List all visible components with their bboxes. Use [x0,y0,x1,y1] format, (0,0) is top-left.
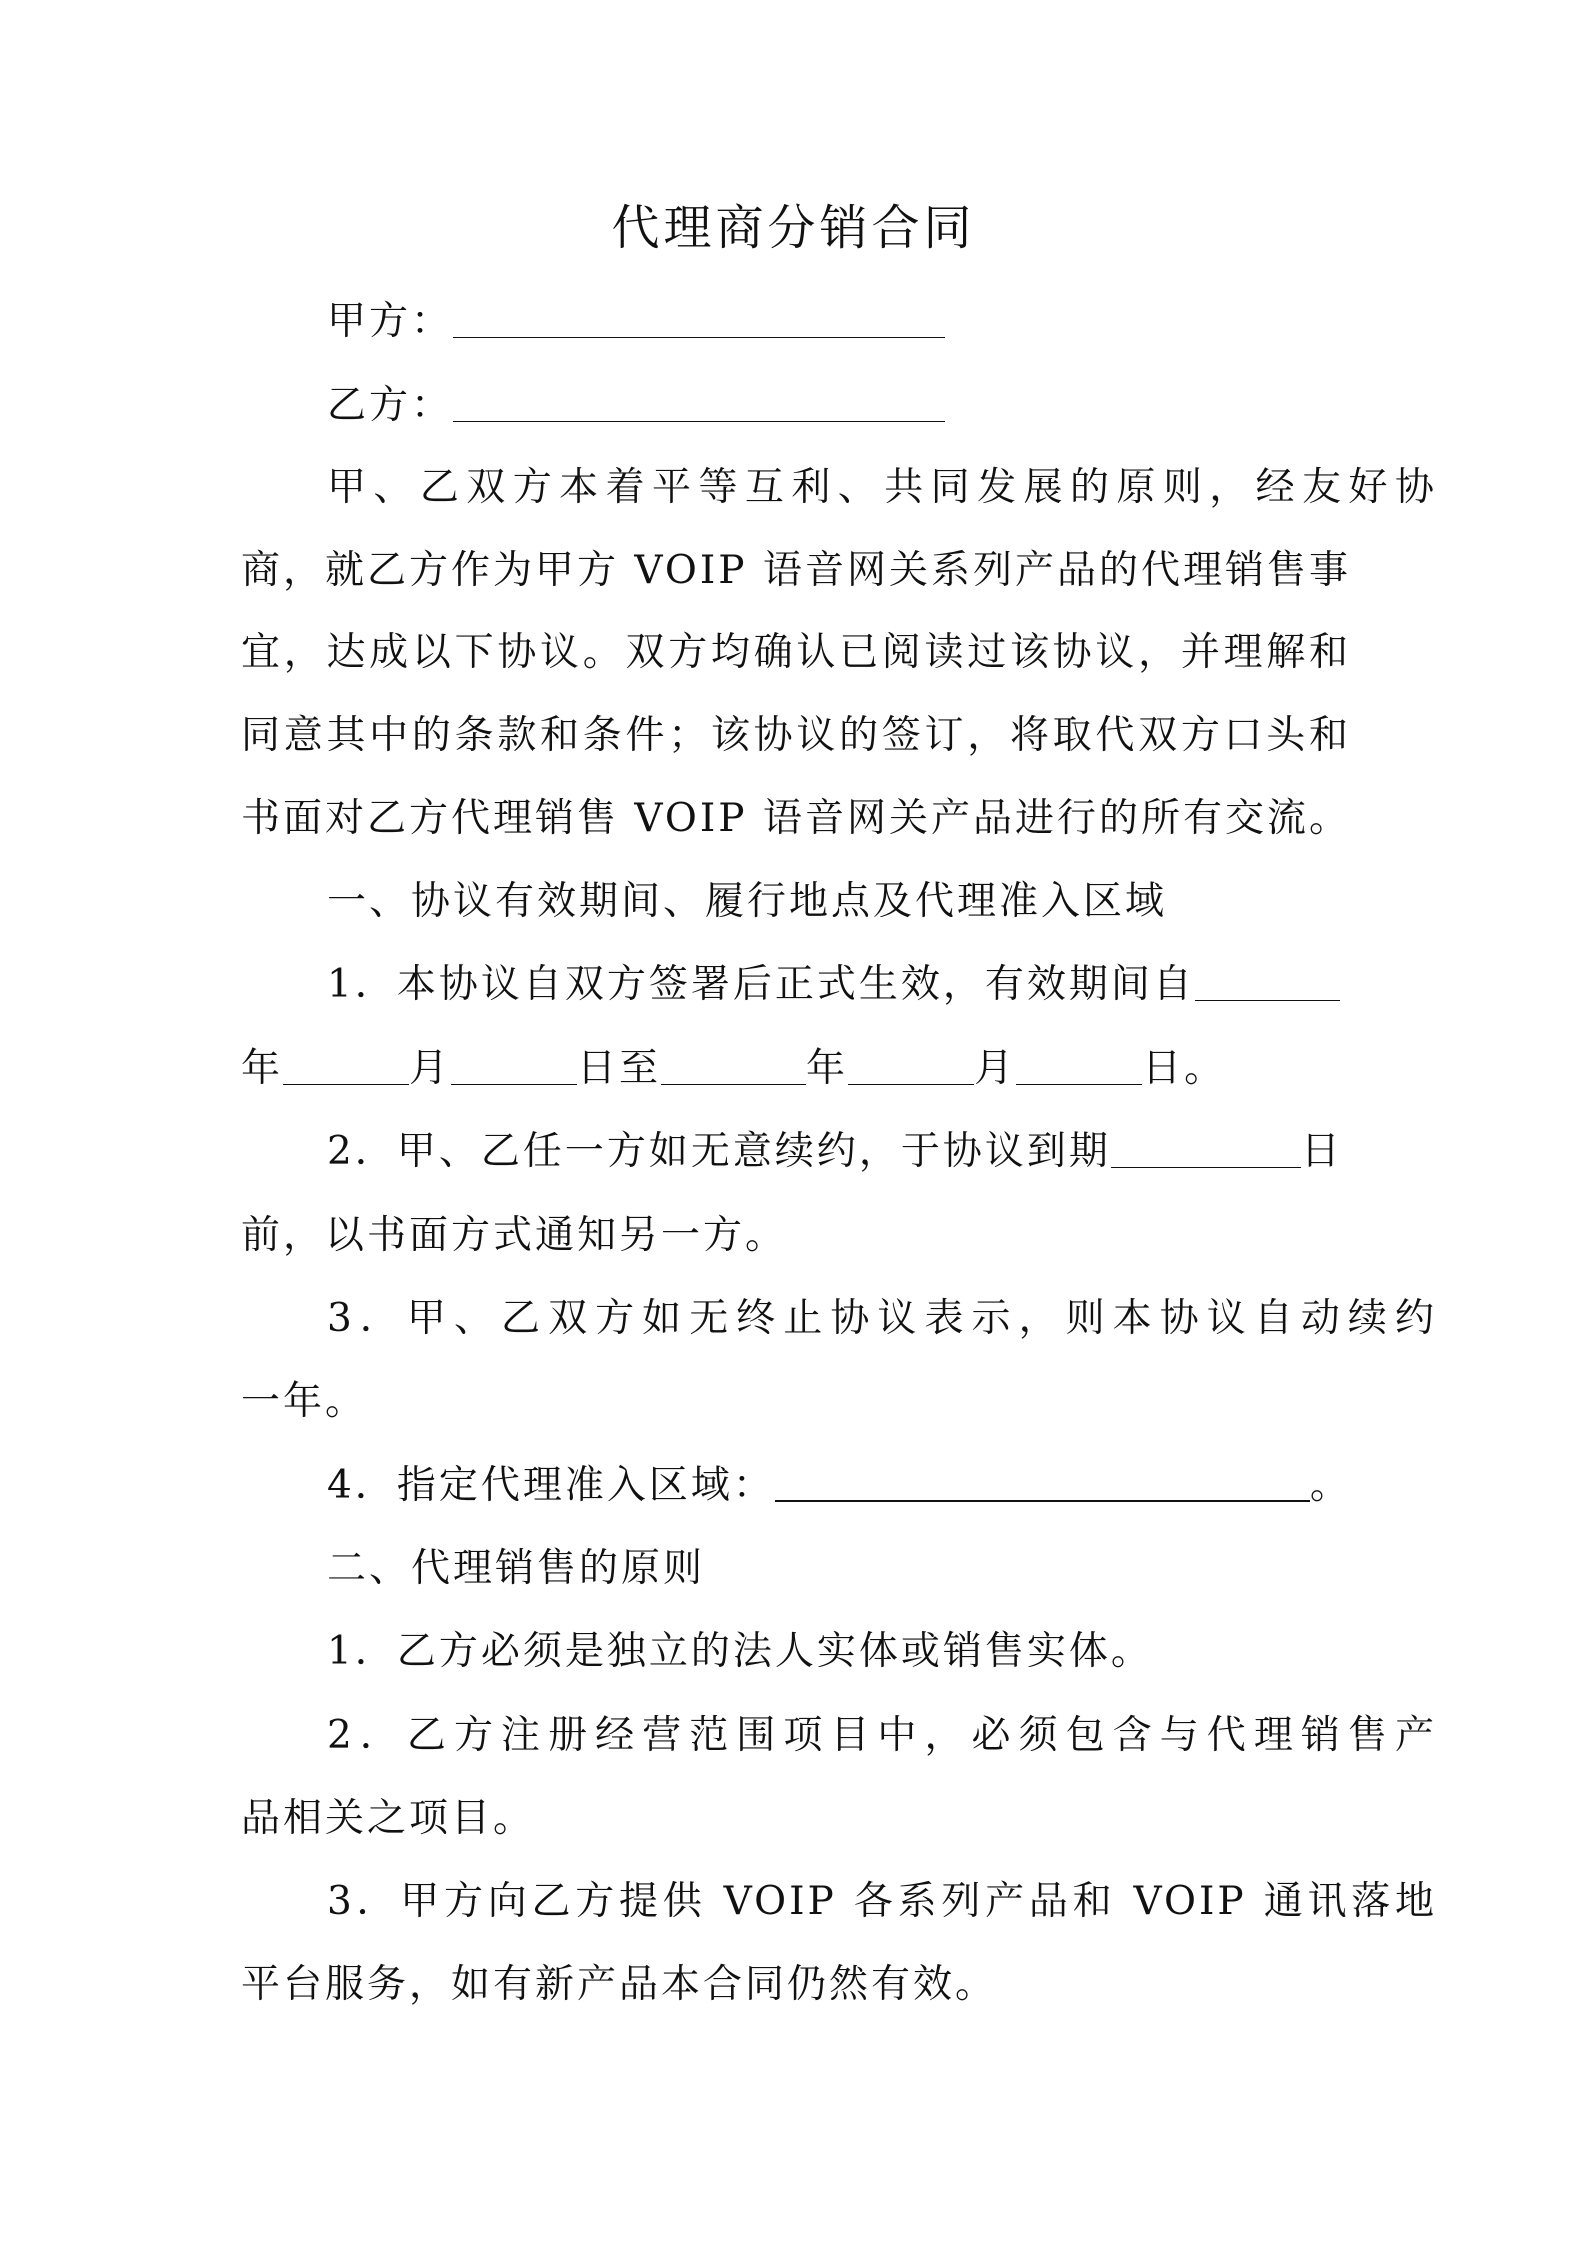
document-title: 代理商分销合同 [611,200,976,256]
start-month-blank[interactable] [283,1050,409,1085]
start-year-blank[interactable] [1195,966,1340,1001]
day-end-label: 日。 [1142,1046,1227,1091]
section-2-heading: 二、代理销售的原则 [327,1546,706,1591]
s2-item-1: 1．乙方必须是独立的法人实体或销售实体。 [327,1629,1153,1674]
intro-line-5: 书面对乙方代理销售 VOIP 语音网关产品进行的所有交流。 [241,796,1351,841]
s1-item-2-line-1 [241,1122,1437,1182]
day-label: 日 [1300,1129,1343,1174]
month-label: 月 [409,1046,452,1091]
s2-item-2-line-2: 品相关之项目。 [241,1796,536,1841]
s1-item-2-text: 2．甲、乙任一方如无意续约，于协议到期 [327,1129,1111,1174]
end-month-blank[interactable] [848,1050,974,1085]
region-end: 。 [1309,1463,1352,1508]
s1-item-1-line-2 [241,1039,1351,1099]
intro-line-2: 商，就乙方作为甲方 VOIP 语音网关系列产品的代理销售事 [241,548,1351,593]
day-to-label: 日至 [577,1046,662,1091]
s1-item-1-line-1 [241,955,1437,1015]
party-b-blank[interactable] [453,387,945,422]
s2-item-3-line-2: 平台服务，如有新产品本合同仍然有效。 [241,1962,998,2007]
s1-item-3-line-2: 一年。 [241,1379,368,1424]
party-a-line [241,292,1437,352]
party-a-label: 甲方： [327,299,454,344]
end-day-blank[interactable] [1016,1050,1142,1085]
s1-item-3-line-1: 3．甲、乙双方如无终止协议表示，则本协议自动续约 [327,1296,1437,1341]
intro-line-1: 甲、乙双方本着平等互利、共同发展的原则，经友好协 [327,465,1437,510]
party-b-label: 乙方： [327,383,454,428]
s1-item-4-text: 4．指定代理准入区域： [327,1463,775,1508]
party-b-line [241,376,1437,436]
year-label: 年 [241,1046,284,1091]
intro-line-3: 宜，达成以下协议。双方均确认已阅读过该协议，并理解和 [241,630,1351,675]
section-1-heading: 一、协议有效期间、履行地点及代理准入区域 [327,879,1168,924]
s1-item-4-line [241,1456,1437,1516]
s2-item-2-line-1: 2．乙方注册经营范围项目中，必须包含与代理销售产 [327,1713,1437,1758]
region-blank[interactable] [775,1466,1310,1502]
party-a-blank[interactable] [453,303,945,338]
end-year-blank[interactable] [661,1050,806,1085]
intro-line-4: 同意其中的条款和条件；该协议的签订，将取代双方口头和 [241,713,1351,758]
s2-item-3-line-1: 3．甲方向乙方提供 VOIP 各系列产品和 VOIP 通讯落地 [327,1879,1437,1924]
s1-item-2-line-2: 前，以书面方式通知另一方。 [241,1213,788,1258]
s1-item-1-text: 1．本协议自双方签署后正式生效，有效期间自 [327,962,1195,1007]
notice-days-blank[interactable] [1111,1133,1301,1168]
start-day-blank[interactable] [451,1050,577,1085]
month-label-2: 月 [974,1046,1017,1091]
year-label-2: 年 [806,1046,849,1091]
